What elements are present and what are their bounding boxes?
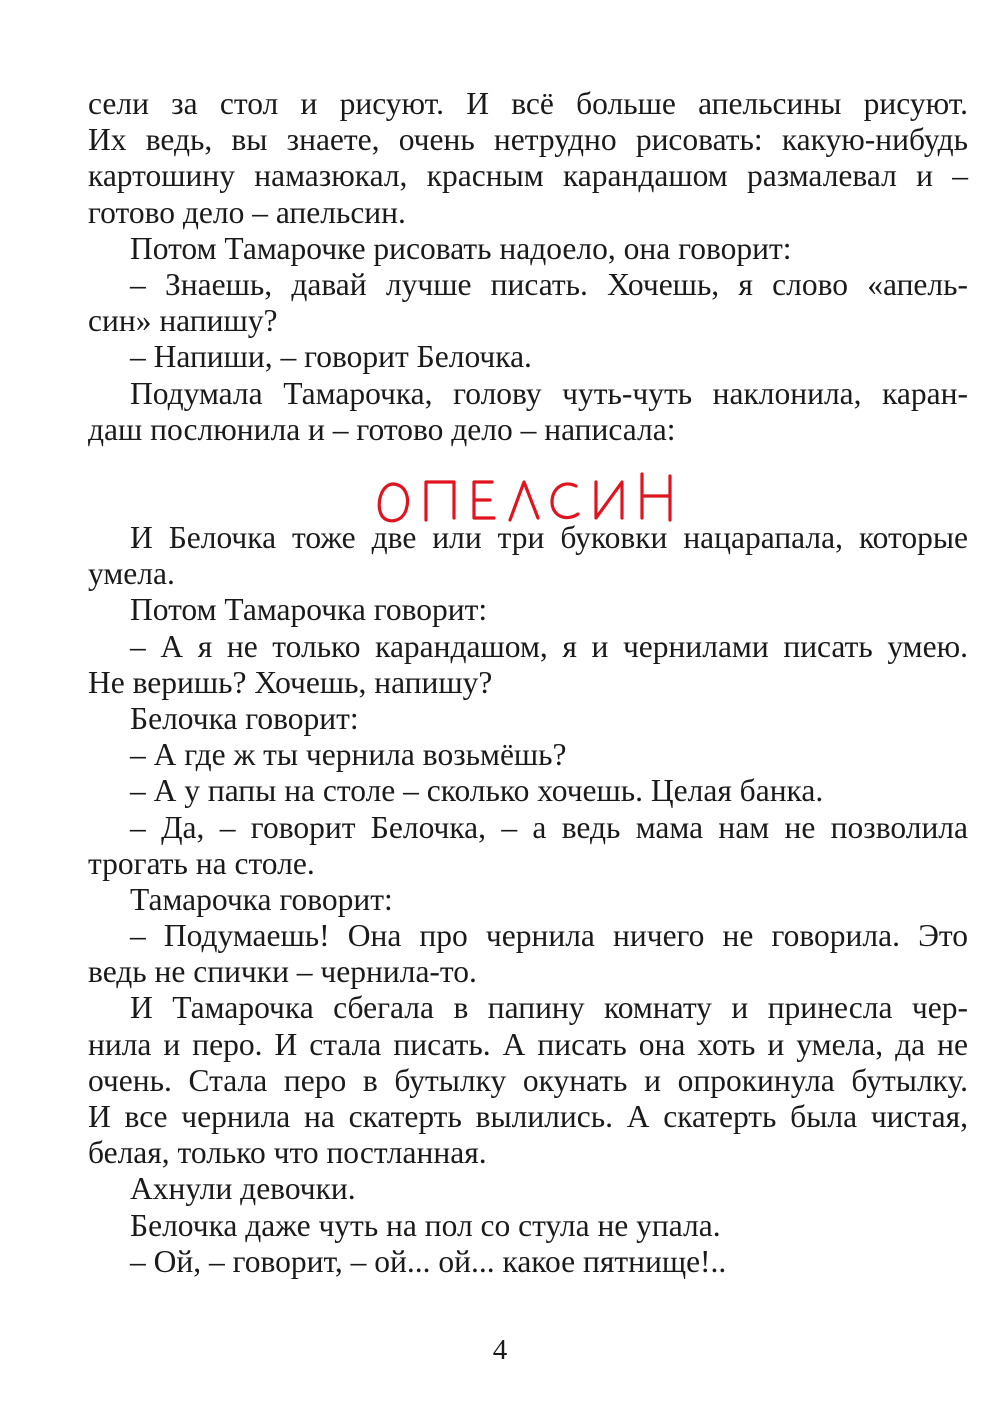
text-block-bottom bbox=[88, 520, 968, 1280]
text-line: – Напиши, – говорит Белочка. bbox=[130, 339, 532, 375]
letter-e-stroke bbox=[474, 482, 494, 518]
handwriting-drawing bbox=[370, 462, 700, 526]
text-line: – Подумаешь! Она про чернила ничего не говорила. Это bbox=[130, 918, 968, 954]
text-line: Белочка говорит: bbox=[130, 700, 359, 736]
text-line: даш послюнила и – готово дело – написала: bbox=[88, 411, 676, 447]
text-line: син» напишу? bbox=[88, 303, 278, 339]
letter-i-stroke bbox=[596, 482, 622, 518]
text-line: трогать на столе. bbox=[88, 845, 315, 881]
text-line: умела. bbox=[88, 556, 175, 592]
text-line: Их ведь, вы знаете, очень нетрудно рисовать: какую-нибудь bbox=[88, 122, 968, 158]
text-line: – Да, – говорит Белочка, – а ведь мама нам не позволила bbox=[130, 809, 968, 845]
text-line: Белочка даже чуть на пол со стула не упала. bbox=[130, 1207, 721, 1243]
text-line: – А я не только карандашом, я и чернилами писать умею. bbox=[130, 628, 968, 664]
text-line: И Белочка тоже две или три буковки нацарапала, которые bbox=[130, 520, 968, 555]
letter-l-stroke bbox=[510, 482, 538, 520]
handwritten-word-opelsin bbox=[370, 462, 700, 526]
text-line: – А где ж ты чернила возьмёшь? bbox=[130, 737, 567, 773]
text-line: Тамарочка говорит: bbox=[130, 881, 393, 917]
text-line: Потом Тамарочке рисовать надоело, она говорит: bbox=[130, 230, 792, 266]
text-line: нила и перо. И стала писать. А писать она хоть и умела, да не bbox=[88, 1026, 968, 1062]
text-line: – А у папы на столе – сколько хочешь. Целая банка. bbox=[130, 773, 824, 809]
text-line: готово дело – апельсин. bbox=[88, 194, 406, 230]
text-line: очень. Стала перо в бутылку окунать и опрокинула бутылку. bbox=[88, 1062, 968, 1098]
text-line: белая, только что постланная. bbox=[88, 1135, 487, 1171]
letter-o-stroke bbox=[379, 484, 407, 521]
text-line: Не веришь? Хочешь, напишу? bbox=[88, 664, 493, 700]
page-number: 4 bbox=[492, 1334, 508, 1366]
text-line: Ахнули девочки. bbox=[130, 1171, 356, 1207]
letter-p-stroke bbox=[426, 482, 454, 520]
text-line: сели за стол и рисуют. И всё больше апельсины рисуют. bbox=[88, 86, 968, 121]
text-line: И все чернила на скатерть вылились. А скатерть была чистая, bbox=[88, 1099, 968, 1134]
text-line: – Знаешь, давай лучше писать. Хочешь, я слово «апель- bbox=[130, 266, 968, 302]
text-block-top bbox=[88, 86, 968, 448]
text-line: И Тамарочка сбегала в папину комнату и принесла чер- bbox=[130, 990, 968, 1026]
text-line: ведь не спички – чернила-то. bbox=[88, 954, 477, 990]
letter-s-stroke bbox=[552, 484, 578, 518]
text-line: Подумала Тамарочка, голову чуть-чуть наклонила, каран- bbox=[130, 375, 968, 411]
text-line: Потом Тамарочка говорит: bbox=[130, 592, 488, 628]
text-line: – Ой, – говорит, – ой... ой... какое пятнище!.. bbox=[130, 1243, 727, 1279]
letter-n-stroke bbox=[642, 474, 670, 520]
text-line: картошину намазюкал, красным карандашом размалевал и – bbox=[88, 158, 968, 194]
